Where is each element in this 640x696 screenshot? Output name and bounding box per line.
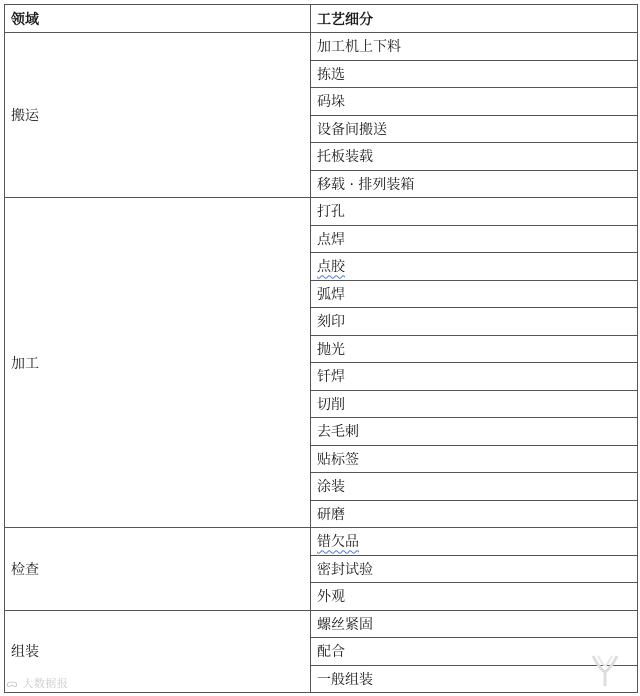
process-cell: 切削 [311, 390, 638, 418]
process-cell: 拣选 [311, 60, 638, 88]
table-row [5, 198, 638, 226]
process-cell: 打孔 [311, 198, 638, 226]
process-cell: 点焊 [311, 225, 638, 253]
process-cell: 外观 [311, 583, 638, 611]
process-cell: 密封试验 [311, 555, 638, 583]
domain-cell: 加工 [5, 198, 311, 528]
process-cell: 托板装载 [311, 143, 638, 171]
process-cell [311, 253, 638, 281]
process-cell: 螺丝紧固 [311, 610, 638, 638]
watermark-label: 大数据报 [22, 677, 69, 690]
process-table [4, 4, 638, 693]
domain-cell: 组装 [5, 610, 311, 693]
process-cell: 去毛刺 [311, 418, 638, 446]
domain-cell: 搬运 [5, 33, 311, 198]
process-cell: 钎焊 [311, 363, 638, 391]
process-cell: 加工机上下料 [311, 33, 638, 61]
process-cell: 设备间搬送 [311, 115, 638, 143]
process-cell: 弧焊 [311, 280, 638, 308]
table-row [5, 33, 638, 61]
header-domain: 领域 [5, 5, 311, 33]
weibo-icon: ᯅ [6, 677, 19, 690]
watermark-text [6, 675, 68, 691]
header-row [5, 5, 638, 33]
process-cell: 刻印 [311, 308, 638, 336]
table-row [5, 610, 638, 638]
process-cell: 抛光 [311, 335, 638, 363]
process-cell: 移载 · 排列装箱 [311, 170, 638, 198]
domain-cell: 检查 [5, 528, 311, 611]
process-cell: 一般组装 [311, 665, 638, 693]
stylized-y-logo-icon [585, 650, 625, 690]
process-cell: 配合 [311, 638, 638, 666]
process-cell: 码垛 [311, 88, 638, 116]
process-cell [311, 528, 638, 556]
process-text: 点胶 [317, 259, 345, 276]
process-cell: 贴标签 [311, 445, 638, 473]
header-process: 工艺细分 [311, 5, 638, 33]
process-cell: 研磨 [311, 500, 638, 528]
process-text: 错欠品 [317, 534, 359, 551]
process-cell: 涂装 [311, 473, 638, 501]
table-row [5, 528, 638, 556]
